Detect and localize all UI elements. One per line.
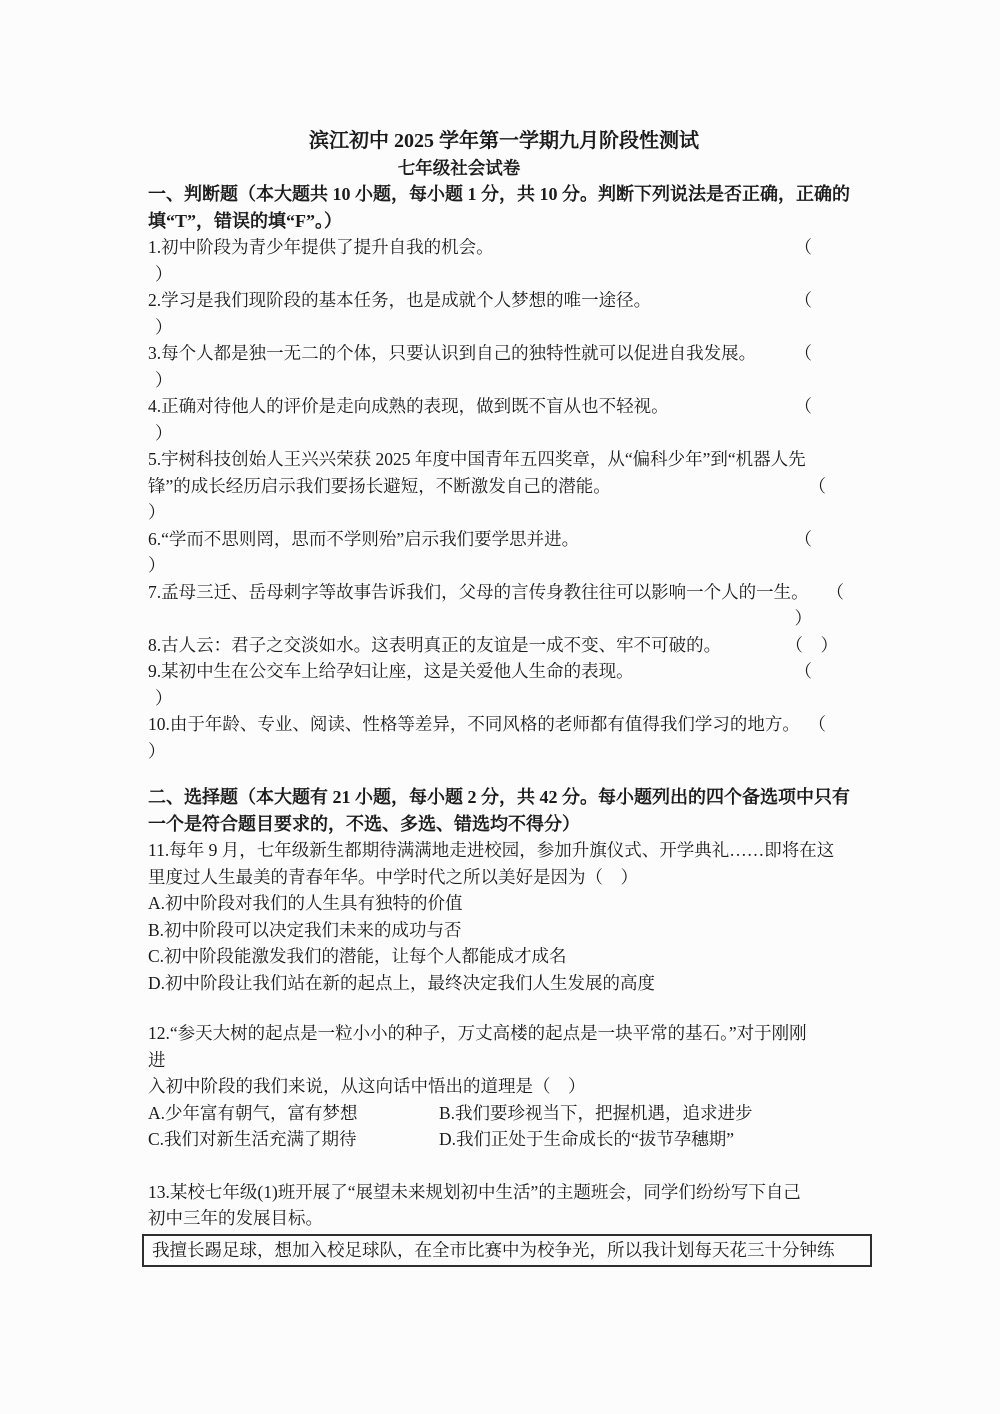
answer-bracket-open: （	[794, 661, 812, 681]
question-text: 3.每个人都是独一无二的个体，只要认识到自己的独特性就可以促进自我发展。	[148, 343, 757, 363]
question-8	[148, 632, 860, 659]
exam-title: 滨江初中 2025 学年第一学期九月阶段性测试	[309, 130, 699, 152]
question-text: 里度过人生最美的青春年华。中学时代之所以美好是因为（ ）	[148, 866, 638, 887]
section1-heading	[148, 181, 860, 234]
answer-bracket-close: ）	[148, 740, 166, 761]
question-4	[148, 393, 860, 446]
section2-heading-line2: 一个是符合题目要求的，不选、多选、错选均不得分）	[148, 813, 580, 834]
question-text: 6.“学而不思则罔，思而不学则殆”启示我们要学思并进。	[148, 528, 580, 549]
answer-bracket-open: （	[826, 581, 844, 602]
answer-bracket-close: ）	[155, 316, 173, 337]
question-text: 10.由于年龄、专业、阅读、性格等差异，不同风格的老师都有值得我们学习的地方。	[148, 714, 800, 734]
question-text: 1.初中阶段为青少年提供了提升自我的机会。	[148, 237, 494, 257]
answer-brackets: （ ）	[785, 634, 838, 655]
question-3	[148, 340, 860, 393]
question-2	[148, 287, 860, 340]
question-text: 4.正确对待他人的评价是走向成熟的表现，做到既不盲从也不轻视。	[148, 396, 669, 416]
question-text: 锋”的成长经历启示我们要扬长避短，不断激发自己的潜能。	[148, 475, 611, 496]
question-13	[148, 1179, 860, 1267]
section1-heading-line2: 填“T”，错误的填“F”。）	[148, 210, 343, 231]
exam-subtitle: 七年级社会试卷	[397, 157, 521, 178]
option-d: D.我们正处于生命成长的“拔节孕穗期”	[439, 1129, 735, 1149]
question-text: 5.宇树科技创始人王兴兴荣获 2025 年度中国青年五四奖章，从“偏科少年”到“机器人先	[148, 449, 806, 469]
question-text: 2.学习是我们现阶段的基本任务，也是成就个人梦想的唯一途径。	[148, 290, 652, 310]
question-text: 9.某初中生在公交车上给孕妇让座，这是关爱他人生命的表现。	[148, 661, 634, 681]
answer-bracket-open: （	[794, 343, 812, 363]
question-1	[148, 234, 860, 287]
question-12	[148, 1020, 860, 1153]
answer-bracket-close: ）	[155, 687, 173, 708]
question-text: 11.每年 9 月，七年级新生都期待满满地走进校园，参加升旗仪式、开学典礼……即将在这	[148, 840, 835, 860]
student-goal-text: 我擅长踢足球，想加入校足球队，在全市比赛中为校争光，所以我计划每天花三十分钟练	[152, 1239, 835, 1260]
question-text: 入初中阶段的我们来说，从这向话中悟出的道理是（ ）	[148, 1076, 586, 1096]
answer-bracket-close: ）	[794, 608, 812, 628]
answer-bracket-open: （	[794, 290, 812, 310]
option-d: D.初中阶段让我们站在新的起点上，最终决定我们人生发展的高度	[148, 972, 656, 993]
question-5	[148, 446, 860, 526]
answer-bracket-open: （	[808, 475, 826, 496]
answer-bracket-close: ）	[155, 263, 173, 284]
question-6	[148, 526, 860, 579]
section1-heading-line1: 一、判断题（本大题共 10 小题，每小题 1 分，共 10 分。判断下列说法是否正确，正确的	[148, 184, 850, 204]
question-9	[148, 658, 860, 711]
section2-heading	[148, 784, 860, 837]
option-a: A.初中阶段对我们的人生具有独特的价值	[148, 893, 463, 913]
option-b: B.我们要珍视当下，把握机遇，追求进步	[439, 1102, 753, 1123]
answer-bracket-open: （	[794, 237, 812, 257]
question-10	[148, 711, 860, 764]
question-text: 初中三年的发展目标。	[148, 1208, 323, 1228]
question-11	[148, 837, 860, 996]
answer-bracket-close: ）	[155, 369, 173, 390]
option-b: B.初中阶段可以决定我们未来的成功与否	[148, 919, 462, 940]
answer-bracket-open: （	[808, 714, 826, 734]
answer-bracket-open: （	[794, 396, 812, 416]
question-text: 13.某校七年级(1)班开展了“展望未来规划初中生活”的主题班会，同学们纷纷写下自己	[148, 1181, 801, 1202]
section2-heading-line1: 二、选择题（本大题有 21 小题，每小题 2 分，共 42 分。每小题列出的四个备选项中只有	[148, 787, 850, 807]
answer-bracket-open: （	[794, 528, 812, 549]
student-goal-box	[142, 1234, 872, 1267]
option-c: C.初中阶段能激发我们的潜能，让每个人都能成才成名	[148, 946, 567, 966]
question-text: 12.“参天大树的起点是一粒小小的种子，万丈高楼的起点是一块平常的基石。”对于刚刚	[148, 1023, 807, 1043]
exam-paper	[148, 128, 860, 1267]
answer-bracket-close: ）	[148, 555, 166, 575]
answer-bracket-close: ）	[148, 502, 166, 522]
option-c: C.我们对新生活充满了期待	[148, 1129, 357, 1149]
option-a: A.少年富有朝气，富有梦想	[148, 1102, 358, 1123]
question-7	[148, 579, 860, 632]
answer-bracket-close: ）	[155, 422, 173, 443]
question-text: 进	[148, 1049, 166, 1070]
question-text: 8.古人云：君子之交淡如水。这表明真正的友谊是一成不变、牢不可破的。	[148, 634, 722, 655]
question-text: 7.孟母三迁、岳母刺字等故事告诉我们，父母的言传身教往往可以影响一个人的一生。	[148, 581, 809, 602]
